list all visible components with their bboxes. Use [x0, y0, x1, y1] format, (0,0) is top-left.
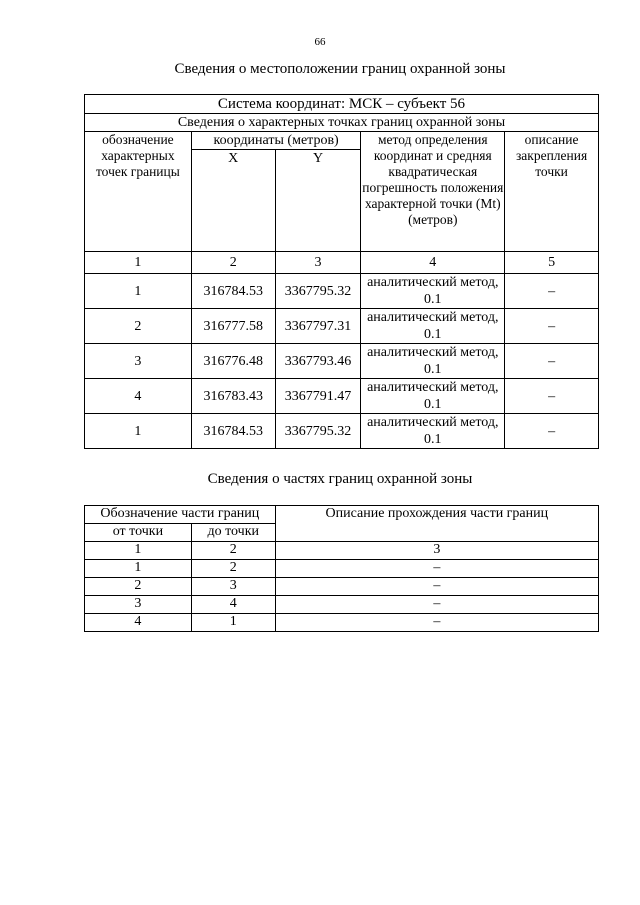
points-table [84, 94, 599, 449]
description-cell: – [505, 414, 599, 449]
description-cell: – [505, 274, 599, 309]
header-y: Y [275, 150, 361, 252]
table-row [85, 309, 599, 344]
y-cell: 3367795.32 [275, 274, 361, 309]
description-cell: – [505, 344, 599, 379]
table-row [85, 596, 599, 614]
point-cell: 4 [85, 379, 192, 414]
heading-location: Сведения о местоположении границ охранной зоны [174, 61, 506, 77]
part-description-cell: – [275, 578, 598, 596]
table-row [85, 614, 599, 632]
header-to: до точки [191, 524, 275, 542]
point-cell: 2 [85, 309, 192, 344]
column-number: 3 [275, 252, 361, 274]
x-cell: 316777.58 [191, 309, 275, 344]
header-method: метод определения координат и средняя квадратическая погрешность положения характерной точки (Mt) (метров) [361, 132, 505, 252]
x-cell: 316784.53 [191, 274, 275, 309]
part-description-cell: – [275, 560, 598, 578]
column-number: 5 [505, 252, 599, 274]
page-number: 66 [314, 36, 326, 48]
header-from: от точки [85, 524, 192, 542]
to-cell: 2 [191, 560, 275, 578]
description-cell: – [505, 309, 599, 344]
point-cell: 3 [85, 344, 192, 379]
method-cell: аналитический метод, 0.1 [361, 344, 505, 379]
header-coordinates: координаты (метров) [191, 132, 361, 150]
from-cell: 4 [85, 614, 192, 632]
y-cell: 3367793.46 [275, 344, 361, 379]
header-description: описание закрепления точки [505, 132, 599, 252]
from-cell: 3 [85, 596, 192, 614]
x-cell: 316784.53 [191, 414, 275, 449]
parts-table [84, 505, 599, 632]
table-row [85, 560, 599, 578]
column-number: 3 [275, 542, 598, 560]
to-cell: 4 [191, 596, 275, 614]
column-number: 1 [85, 252, 192, 274]
column-number: 1 [85, 542, 192, 560]
y-cell: 3367795.32 [275, 414, 361, 449]
table-row [85, 344, 599, 379]
method-cell: аналитический метод, 0.1 [361, 274, 505, 309]
to-cell: 1 [191, 614, 275, 632]
method-cell: аналитический метод, 0.1 [361, 309, 505, 344]
column-number: 2 [191, 542, 275, 560]
column-number: 2 [191, 252, 275, 274]
header-designation: Обозначение части границ [85, 506, 276, 524]
point-cell: 1 [85, 414, 192, 449]
table-row [85, 379, 599, 414]
y-cell: 3367791.47 [275, 379, 361, 414]
points-subtitle-cell: Сведения о характерных точках границ охранной зоны [85, 114, 599, 132]
header-x: X [191, 150, 275, 252]
table-row [85, 414, 599, 449]
method-cell: аналитический метод, 0.1 [361, 379, 505, 414]
from-cell: 2 [85, 578, 192, 596]
point-cell: 1 [85, 274, 192, 309]
y-cell: 3367797.31 [275, 309, 361, 344]
part-description-cell: – [275, 614, 598, 632]
method-cell: аналитический метод, 0.1 [361, 414, 505, 449]
to-cell: 3 [191, 578, 275, 596]
heading-parts: Сведения о частях границ охранной зоны [207, 471, 473, 487]
column-number: 4 [361, 252, 505, 274]
x-cell: 316776.48 [191, 344, 275, 379]
part-description-cell: – [275, 596, 598, 614]
header-point-designation: обозначение характерных точек границы [85, 132, 192, 252]
coordinate-system-cell: Система координат: МСК – субъект 56 [85, 95, 599, 114]
header-part-description: Описание прохождения части границ [275, 506, 598, 542]
x-cell: 316783.43 [191, 379, 275, 414]
description-cell: – [505, 379, 599, 414]
table-row [85, 578, 599, 596]
table-row [85, 274, 599, 309]
from-cell: 1 [85, 560, 192, 578]
